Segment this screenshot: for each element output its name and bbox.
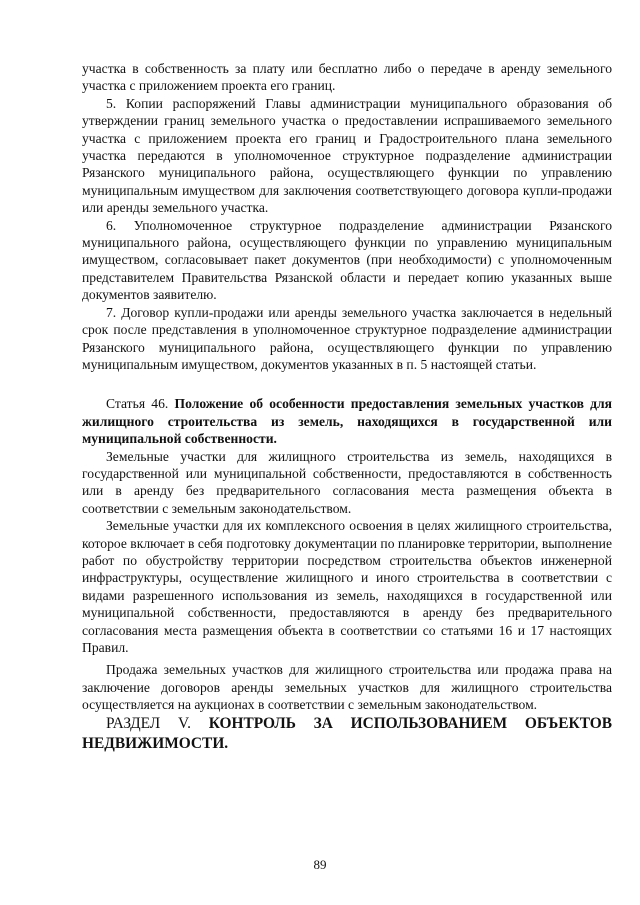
paragraph-item-7: 7. Договор купли-продажи или аренды земельного участка заключается в недельный срок после представления в уполномоченное структурное подразделение администрации Рязанского муниципального района, осуществляющего функции по управлению муниципальным имуществом, документов указанных в п. 5 настоящей статьи. [82, 304, 612, 372]
section-heading [82, 714, 612, 754]
paragraph-continuation: участка в собственность за плату или бесплатно либо о передаче в аренду земельного участка с приложением проекта его границ. [82, 61, 612, 94]
article-heading [82, 395, 612, 447]
article-paragraph-1: Земельные участки для жилищного строительства из земель, находящихся в государственной или муниципальной собственности, предоставляются в собственность или в аренду без предварительного согласования места размещения объекта в соответствии с земельным законодательством. [82, 448, 612, 516]
article-paragraph-2: Земельные участки для их комплексного освоения в целях жилищного строительства, которое включает в себя подготовку документации по планировке территории, выполнение работ по обустройству территории посредством строительства объектов инженерной инфраструктуры, осуществление жилищного и иного строительства в соответствии с видами разрешенного использования из земель, находящихся в государственной или муниципальной собственности, предоставляются в аренду без предварительного согласования места размещения объекта в соответствии со статьями 16 и 17 настоящих Правил. [82, 518, 612, 655]
section-title: КОНТРОЛЬ ЗА ИСПОЛЬЗОВАНИЕМ ОБЪЕКТОВ НЕДВИЖИМОСТИ. [82, 714, 612, 752]
paragraph-item-6: 6. Уполномоченное структурное подразделение администрации Рязанского муниципального района, осуществляющего функции по управлению муниципальным имуществом, согласовывает пакет документов (при необходимости) с уполномоченным представителем Правительства Рязанской области и передает копию указанных выше документов заявителю. [82, 217, 612, 303]
article-paragraph-3: Продажа земельных участков для жилищного строительства или продажа права на заключение договоров аренды земельных участков для жилищного строительства осуществляется на аукционах в соответствии с земельным законодательством. [82, 662, 612, 713]
section-number: РАЗДЕЛ V. [106, 714, 191, 732]
paragraph-item-5: 5. Копии распоряжений Главы администрации муниципального образования об утверждении границ земельного участка о предоставлении испрашиваемого земельного участка с приложением проекта его границ и Градостроительного плана земельного участка передаются в уполномоченное структурное подразделение администрации Рязанского муниципального района, осуществляющего функции по управлению муниципальным имуществом для заключения соответствующего договора купли-продажи или аренды земельного участка. [82, 95, 612, 216]
spacer [82, 373, 612, 395]
article-title: Положение об особенности предоставления земельных участков для жилищного строительства из земель, находящихся в государственной или муниципальной собственности. [82, 396, 612, 447]
page-number: 89 [313, 857, 327, 872]
document-page [82, 60, 612, 754]
article-number: Статья 46. [106, 396, 169, 412]
